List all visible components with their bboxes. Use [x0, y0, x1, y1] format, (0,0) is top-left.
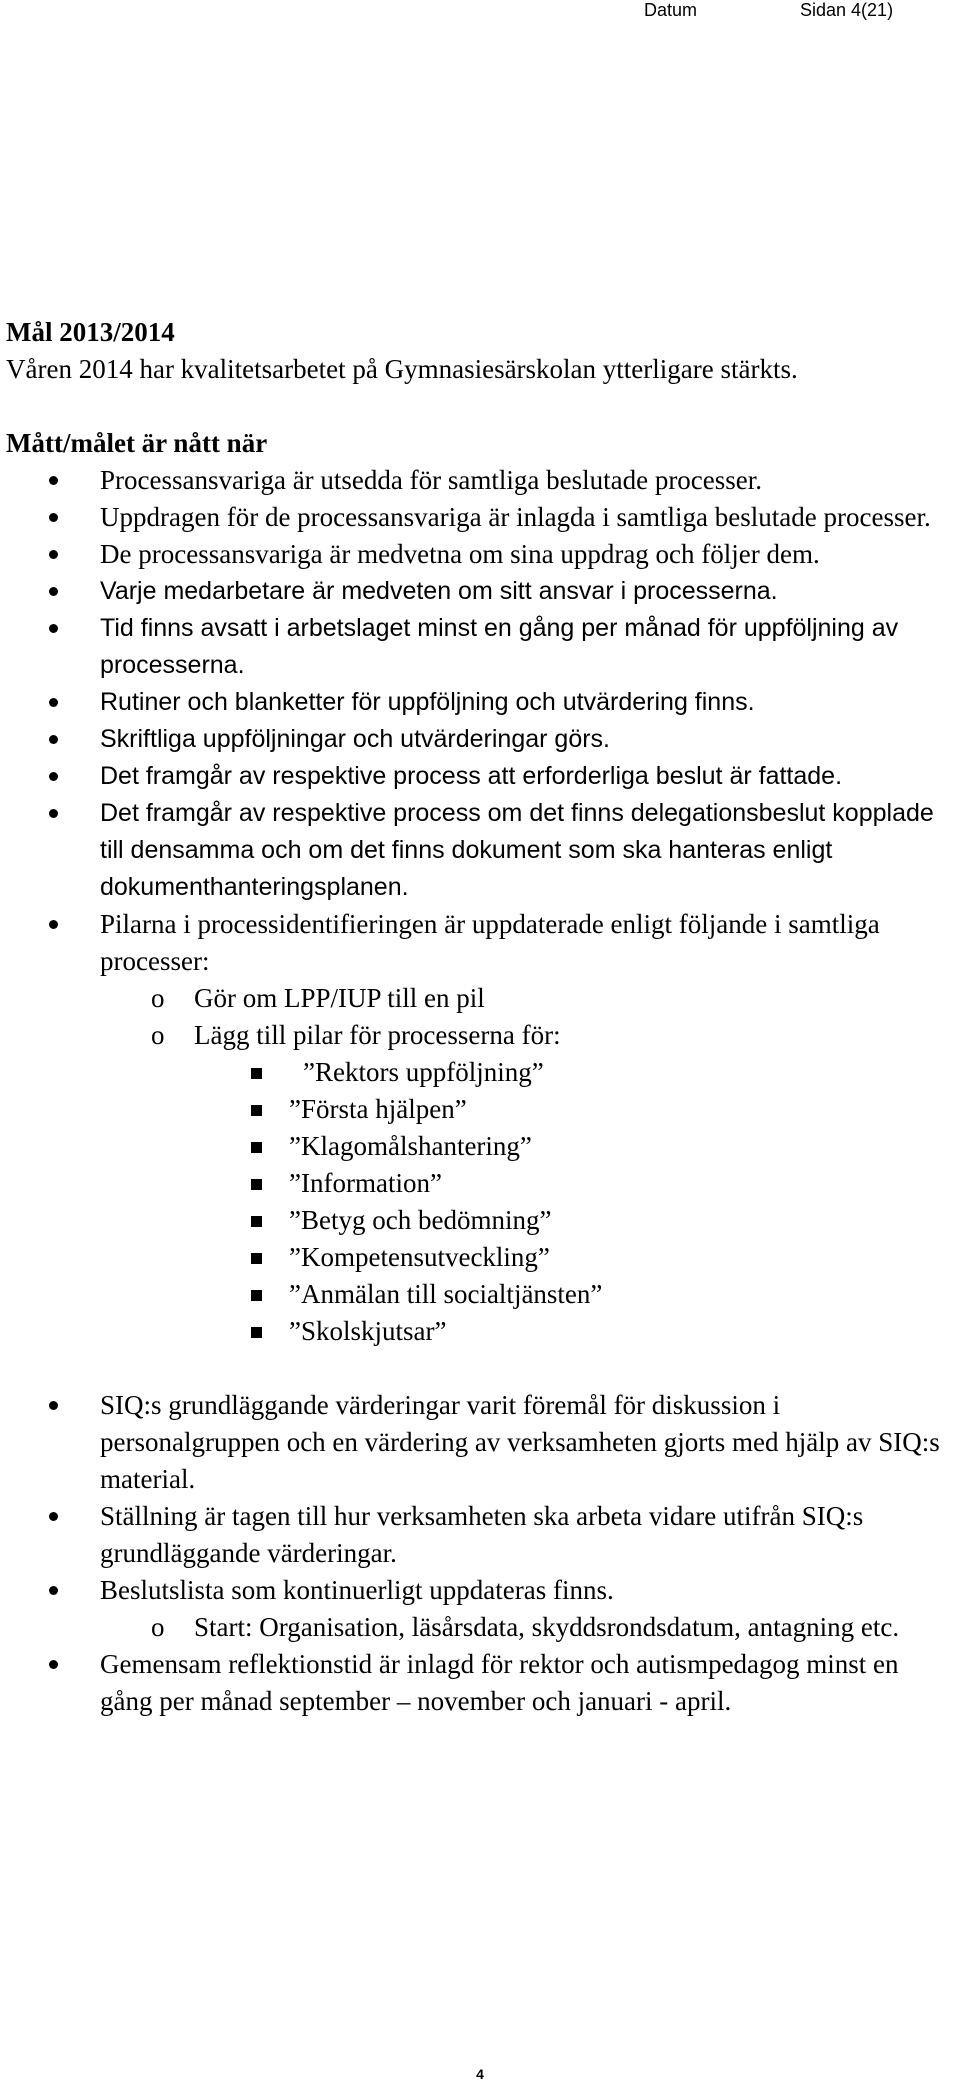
list-item: Det framgår av respektive process om det finns delegationsbeslut kopplade till densamma och om det finns dokument som ska hanteras enligt dokumenthanteringsplanen.: [6, 795, 946, 906]
section-heading: Mål 2013/2014: [6, 317, 175, 347]
sub-list-item: o Gör om LPP/IUP till en pil: [99, 980, 946, 1017]
square-bullet-icon: [251, 1253, 262, 1264]
arrow-list-item: ”Betyg och bedömning”: [99, 1202, 946, 1239]
bullet-icon: [49, 513, 58, 522]
bullet-icon: [49, 809, 58, 818]
list-item: De processansvariga är medvetna om sina uppdrag och följer dem.: [6, 536, 946, 573]
list-item: Pilarna i processidentifieringen är uppdaterade enligt följande i samtliga processer: o Gör om LPP/IUP till en pil o Lägg till pilar för processerna för: ”Rektors uppföljning” ”Första hjälpen” ”Klagomålshantering” ”Information” ”Betyg och bedömning” ”Kompetensutveckling” ”Anmälan till socialtjänsten” ”Skolskjutsar”: [6, 906, 946, 1350]
arrow-list-item: ”Första hjälpen”: [99, 1091, 946, 1128]
list-item: Skriftliga uppföljningar och utvärderingar görs.: [6, 721, 946, 758]
bullet-icon: [49, 1586, 58, 1595]
arrow-list-item: ”Information”: [99, 1165, 946, 1202]
list-item: Processansvariga är utsedda för samtliga beslutade processer.: [6, 462, 946, 499]
sub-list: [100, 980, 946, 1350]
sub-list-item: o Start: Organisation, läsårsdata, skyddsrondsdatum, antagning etc.: [99, 1609, 946, 1646]
square-bullet-icon: [251, 1327, 262, 1338]
square-bullet-icon: [251, 1179, 262, 1190]
bullet-icon: [49, 1660, 58, 1669]
bullet-icon: [49, 920, 58, 929]
list-item: Beslutslista som kontinuerligt uppdateras finns. o Start: Organisation, läsårsdata, skyddsrondsdatum, antagning etc.: [6, 1572, 946, 1646]
document-body: [6, 314, 946, 1720]
header-date-label: Datum: [644, 0, 698, 20]
arrow-list: [194, 1054, 946, 1350]
sub-list-item: o Lägg till pilar för processerna för: ”Rektors uppföljning” ”Första hjälpen” ”Klagomålshantering” ”Information” ”Betyg och bedömning” ”Kompetensutveckling” ”Anmälan till socialtjänsten” ”Skolskjutsar”: [99, 1017, 946, 1350]
sub-list: [100, 1609, 946, 1646]
intro-paragraph: Våren 2014 har kvalitetsarbetet på Gymnasiesärskolan ytterligare stärkts.: [6, 354, 798, 384]
bullet-icon: [49, 698, 58, 707]
list-item: Tid finns avsatt i arbetslaget minst en gång per månad för uppföljning av processerna.: [6, 610, 946, 684]
list-item: Varje medarbetare är medveten om sitt ansvar i processerna.: [6, 573, 946, 610]
list-item: Uppdragen för de processansvariga är inlagda i samtliga beslutade processer.: [6, 499, 946, 536]
list-item: SIQ:s grundläggande värderingar varit föremål för diskussion i personalgruppen och en värdering av verksamheten gjorts med hjälp av SIQ:s material.: [6, 1387, 946, 1498]
bullet-icon: [49, 1512, 58, 1521]
header-page-number: Sidan 4(21): [800, 0, 894, 20]
footer-page-number: 4: [476, 2066, 484, 2082]
list-item: Det framgår av respektive process att erforderliga beslut är fattade.: [6, 758, 946, 795]
bullet-icon: [49, 735, 58, 744]
arrow-list-item: ”Klagomålshantering”: [99, 1128, 946, 1165]
square-bullet-icon: [251, 1290, 262, 1301]
bullet-icon: [49, 624, 58, 633]
list-item: Ställning är tagen till hur verksamheten ska arbeta vidare utifrån SIQ:s grundläggande värderingar.: [6, 1498, 946, 1572]
criteria-list-continued: [6, 1387, 946, 1720]
list-item: Gemensam reflektionstid är inlagd för rektor och autismpedagog minst en gång per månad september – november och januari - april.: [6, 1646, 946, 1720]
square-bullet-icon: [251, 1105, 262, 1116]
square-bullet-icon: [251, 1216, 262, 1227]
arrow-list-item: ”Anmälan till socialtjänsten”: [99, 1276, 946, 1313]
circle-bullet-icon: o: [151, 1020, 165, 1050]
arrow-list-item: ”Skolskjutsar”: [99, 1313, 946, 1350]
bullet-icon: [49, 772, 58, 781]
square-bullet-icon: [251, 1068, 262, 1079]
bullet-icon: [49, 1401, 58, 1410]
circle-bullet-icon: o: [151, 1612, 165, 1642]
list-item: Rutiner och blanketter för uppföljning och utvärdering finns.: [6, 684, 946, 721]
arrow-list-item: ”Rektors uppföljning”: [99, 1054, 946, 1091]
bullet-icon: [49, 587, 58, 596]
circle-bullet-icon: o: [151, 983, 165, 1013]
arrow-list-item: ”Kompetensutveckling”: [99, 1239, 946, 1276]
square-bullet-icon: [251, 1142, 262, 1153]
bullet-icon: [49, 476, 58, 485]
criteria-heading: Mått/målet är nått när: [6, 428, 268, 458]
criteria-list: [6, 462, 946, 1350]
bullet-icon: [49, 550, 58, 559]
